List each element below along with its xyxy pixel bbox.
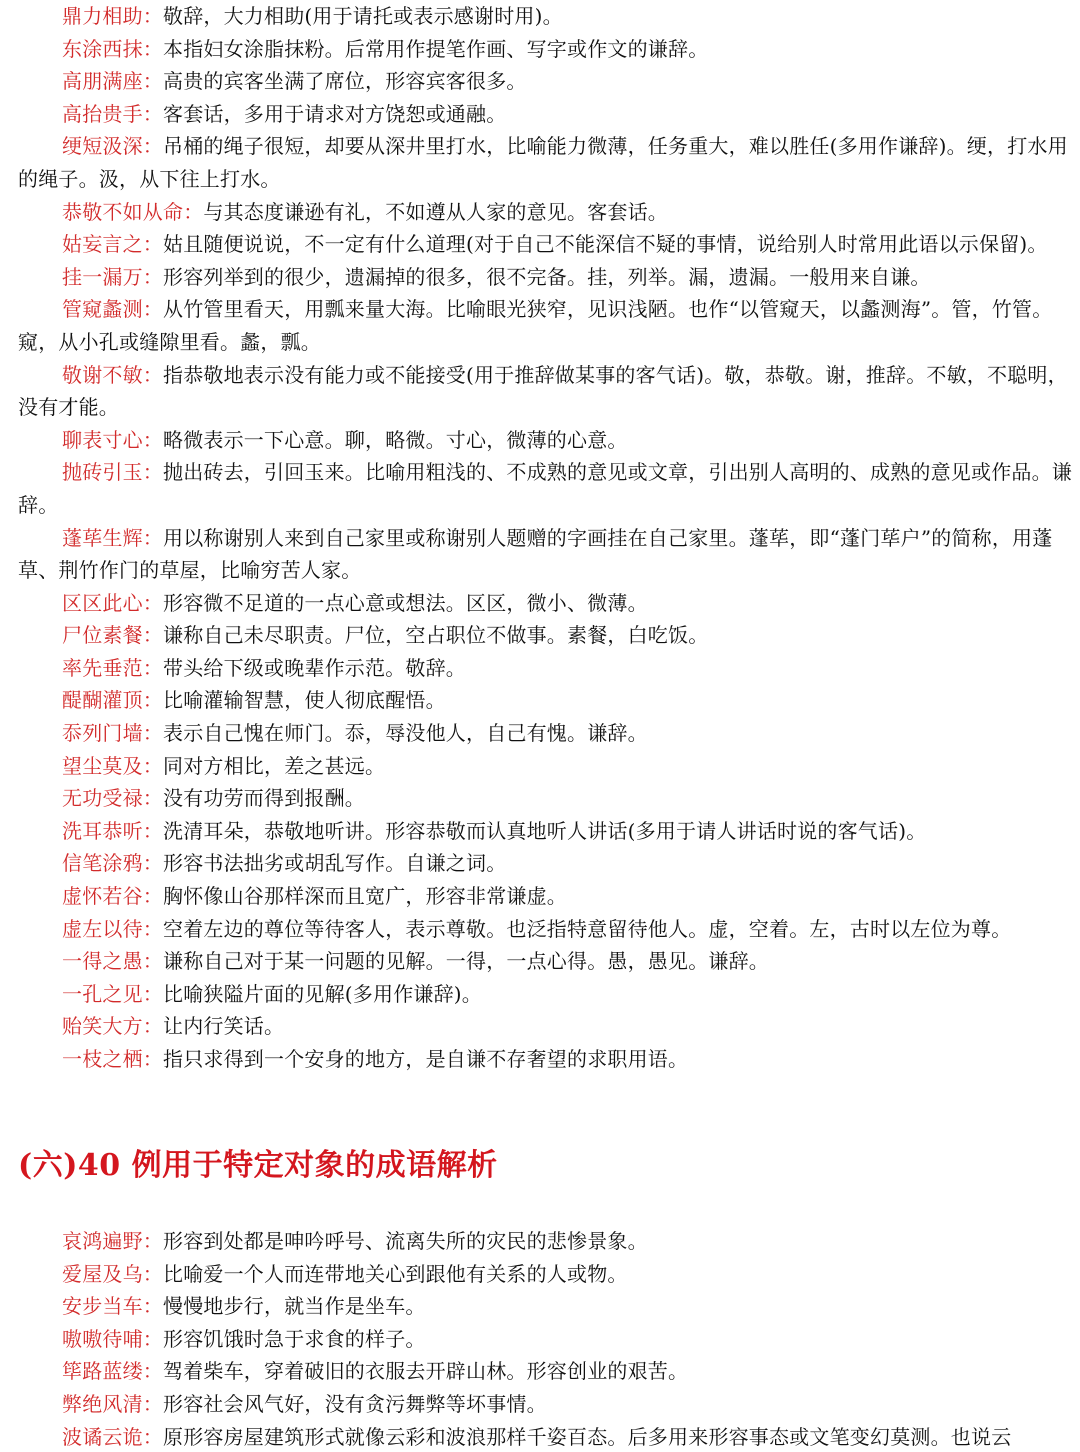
idiom-definition: 谦称自己未尽职责。尸位，空占职位不做事。素餐，白吃饭。 [163, 623, 709, 648]
idiom-term: 虚怀若谷： [62, 884, 163, 909]
idiom-entry [18, 1043, 1080, 1076]
idiom-entry [18, 1421, 1080, 1452]
idiom-entry [18, 1323, 1080, 1356]
idiom-entry [18, 196, 1080, 229]
idiom-definition: 原形容房屋建筑形式就像云彩和波浪那样千姿百态。后多用来形容事态或文笔变幻莫测。也说云 [163, 1424, 1012, 1449]
idiom-entry [18, 522, 1080, 587]
idiom-term: 姑妄言之： [62, 232, 163, 257]
idiom-term: 一得之愚： [62, 949, 163, 974]
idiom-definition: 带头给下级或晚辈作示范。敬辞。 [163, 655, 466, 680]
idiom-definition: 形容列举到的很少，遗漏掉的很多，很不完备。挂，列举。漏，遗漏。一般用来自谦。 [163, 264, 931, 289]
idiom-entry [18, 978, 1080, 1011]
idiom-entry [18, 456, 1080, 521]
idiom-definition: 比喻狭隘片面的见解(多用作谦辞)。 [163, 981, 483, 1006]
idiom-entry [18, 1355, 1080, 1388]
idiom-entry [18, 1258, 1080, 1291]
idiom-term: 醍醐灌顶： [62, 688, 163, 713]
idiom-entry [18, 815, 1080, 848]
idiom-definition: 洗清耳朵，恭敬地听讲。形容恭敬而认真地听人讲话(多用于请人讲话时说的客气话)。 [163, 818, 927, 843]
idiom-term: 贻笑大方： [62, 1014, 163, 1039]
idiom-term: 望尘莫及： [62, 753, 163, 778]
idiom-entry [18, 33, 1080, 66]
idiom-entry [18, 913, 1080, 946]
idiom-term: 敬谢不敏： [62, 362, 163, 387]
idiom-term: 洗耳恭听： [62, 818, 163, 843]
idiom-term: 率先垂范： [62, 655, 163, 680]
idiom-entry [18, 587, 1080, 620]
idiom-term: 信笔涂鸦： [62, 851, 163, 876]
idiom-definition: 指恭敬地表示没有能力或不能接受(用于推辞做某事的客气话)。敬，恭敬。谢，推辞。不敏，不聪明，没有才能。 [18, 362, 1068, 420]
idiom-definition: 驾着柴车，穿着破旧的衣服去开辟山林。形容创业的艰苦。 [163, 1359, 689, 1384]
idiom-definition: 形容微不足道的一点心意或想法。区区，微小、微薄。 [163, 590, 648, 615]
idiom-term: 嗷嗷待哺： [62, 1326, 163, 1351]
idiom-entry [18, 65, 1080, 98]
idiom-term: 忝列门墙： [62, 721, 163, 746]
idiom-definition: 谦称自己对于某一问题的见解。一得，一点心得。愚，愚见。谦辞。 [163, 949, 769, 974]
idiom-definition: 表示自己愧在师门。忝，辱没他人，自己有愧。谦辞。 [163, 721, 648, 746]
idiom-entry [18, 717, 1080, 750]
idiom-term: 安步当车： [62, 1294, 163, 1319]
idiom-entry [18, 98, 1080, 131]
idiom-entry [18, 1225, 1080, 1258]
idiom-definition: 吊桶的绳子很短，却要从深井里打水，比喻能力微薄，任务重大，难以胜任(多用作谦辞)。绠，打水用的绳子。汲，从下往上打水。 [18, 134, 1068, 191]
idiom-definition: 形容社会风气好，没有贪污舞弊等坏事情。 [163, 1391, 547, 1416]
idiom-entry [18, 945, 1080, 978]
idiom-term: 无功受禄： [62, 786, 163, 811]
idiom-entry [18, 652, 1080, 685]
idiom-entry [18, 847, 1080, 880]
idiom-definition: 没有功劳而得到报酬。 [163, 786, 365, 811]
idiom-entry [18, 619, 1080, 652]
idiom-definition: 空着左边的尊位等待客人，表示尊敬。也泛指特意留待他人。虚，空着。左，古时以左位为尊。 [163, 916, 1012, 941]
idiom-term: 一枝之栖： [62, 1047, 163, 1071]
idiom-definition: 客套话，多用于请求对方饶恕或通融。 [163, 101, 507, 126]
idiom-definition: 用以称谢别人来到自己家里或称谢别人题赠的字画挂在自己家里。蓬荜，即“蓬门荜户”的简称，用蓬草、荆竹作门的草屋，比喻穷苦人家。 [18, 525, 1053, 583]
idiom-definition: 慢慢地步行，就当作是坐车。 [163, 1294, 426, 1319]
idiom-entry [18, 684, 1080, 717]
idiom-definition: 胸怀像山谷那样深而且宽广，形容非常谦虚。 [163, 884, 567, 909]
idiom-term: 鼎力相助： [62, 4, 163, 28]
idiom-definition: 姑且随便说说，不一定有什么道理(对于自己不能深信不疑的事情，说给别人时常用此语以示保留)。 [163, 232, 1048, 257]
section-heading: (六)40 例用于特定对象的成语解析 [18, 1148, 498, 1183]
idiom-definition: 本指妇女涂脂抹粉。后常用作提笔作画、写字或作文的谦辞。 [163, 36, 709, 61]
idiom-term: 聊表寸心： [62, 427, 163, 452]
idiom-entry [18, 130, 1080, 195]
idiom-term: 东涂西抹： [62, 36, 163, 61]
idiom-definition: 与其态度谦逊有礼，不如遵从人家的意见。客套话。 [203, 199, 669, 224]
idiom-entry [18, 424, 1080, 457]
idiom-entry [18, 1388, 1080, 1421]
idiom-term: 虚左以待： [62, 916, 163, 941]
idiom-list-modest [18, 0, 1080, 1076]
idiom-definition: 略微表示一下心意。聊，略微。寸心，微薄的心意。 [163, 427, 628, 452]
idiom-entry [18, 228, 1080, 261]
idiom-term: 一孔之见： [62, 981, 163, 1006]
idiom-term: 筚路蓝缕： [62, 1359, 163, 1384]
idiom-term: 恭敬不如从命： [62, 199, 204, 224]
idiom-definition: 从竹管里看天，用瓢来量大海。比喻眼光狭窄，见识浅陋。也作“以管窥天，以蠡测海”。管，竹管。窥，从小孔或缝隙里看。蠡，瓢。 [18, 297, 1053, 354]
idiom-definition: 形容到处都是呻吟呼号、流离失所的灾民的悲惨景象。 [163, 1229, 648, 1253]
idiom-term: 哀鸿遍野： [62, 1229, 163, 1253]
idiom-entry [18, 880, 1080, 913]
idiom-entry [18, 1290, 1080, 1323]
idiom-entry [18, 261, 1080, 294]
idiom-list-specific-targets [18, 1225, 1080, 1452]
idiom-term: 抛砖引玉： [62, 460, 163, 485]
idiom-entry [18, 0, 1080, 33]
idiom-definition: 让内行笑话。 [163, 1014, 285, 1039]
idiom-term: 管窥蠡测： [62, 297, 163, 322]
idiom-definition: 形容饥饿时急于求食的样子。 [163, 1326, 426, 1351]
idiom-definition: 高贵的宾客坐满了席位，形容宾客很多。 [163, 69, 527, 94]
idiom-entry [18, 359, 1080, 424]
idiom-definition: 指只求得到一个安身的地方，是自谦不存奢望的求职用语。 [163, 1047, 689, 1071]
idiom-term: 弊绝风清： [62, 1391, 163, 1416]
idiom-definition: 比喻灌输智慧，使人彻底醒悟。 [163, 688, 446, 713]
idiom-entry [18, 293, 1080, 358]
idiom-entry [18, 750, 1080, 783]
idiom-term: 爱屋及乌： [62, 1261, 163, 1286]
idiom-definition: 抛出砖去，引回玉来。比喻用粗浅的、不成熟的意见或文章，引出别人高明的、成熟的意见或作品。谦辞。 [18, 460, 1072, 517]
idiom-definition: 比喻爱一个人而连带地关心到跟他有关系的人或物。 [163, 1261, 628, 1286]
idiom-entry [18, 1010, 1080, 1043]
idiom-definition: 形容书法拙劣或胡乱写作。自谦之词。 [163, 851, 507, 876]
idiom-term: 尸位素餐： [62, 623, 163, 648]
idiom-term: 挂一漏万： [62, 264, 163, 289]
idiom-term: 蓬荜生辉： [62, 525, 163, 550]
idiom-term: 区区此心： [62, 590, 163, 615]
idiom-term: 高朋满座： [62, 69, 163, 94]
idiom-entry [18, 782, 1080, 815]
idiom-term: 高抬贵手： [62, 101, 163, 126]
idiom-term: 波谲云诡： [62, 1424, 163, 1449]
idiom-definition: 同对方相比，差之甚远。 [163, 753, 386, 778]
idiom-term: 绠短汲深： [62, 134, 163, 159]
idiom-definition: 敬辞，大力相助(用于请托或表示感谢时用)。 [163, 4, 563, 28]
